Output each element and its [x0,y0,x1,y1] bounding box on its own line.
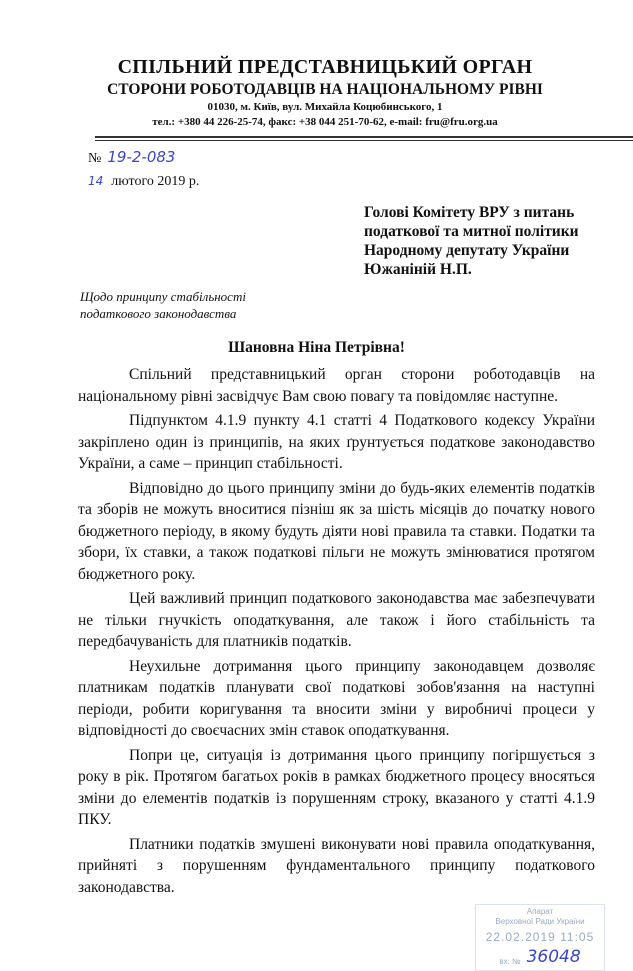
letter-body [78,364,595,971]
org-contacts: тел.: +380 44 226-25-74, факс: +38 044 251-70-62, e-mail: fru@fru.org.ua [152,116,498,128]
paragraph: Попри це, ситуація із дотримання цього принципу погіршується з року в рік. Протягом багатьох років в рамках бюджетного процесу вносяться зміни до елементів податків із порушенням строку, вказаного у статті 4.1.9 ПКУ. [78,746,595,828]
paragraph: Відповідно до цього принципу зміни до будь-яких елементів податків та зборів не можуть вноситися пізніш як за шість місяців до початку нового бюджетного періоду, в якому будуть діяти нові правила та ставки. Податки та збори, їх ставки, а також податкові пільги не можуть змінюватися протягом бюджетного року. [78,479,595,583]
paragraph: Платники податків змушені виконувати нові правила оподаткування, прийняті з порушенням фундаментального принципу податкового законодавства. [78,835,595,896]
paragraph: Цей важливий принцип податкового законодавства має забезпечувати не тільки гнучкість оподаткування, але також і його стабільність та передбачуваність для платників податків. [78,590,595,650]
handwritten-number: 19-2-083 [107,148,176,166]
registration-stamp [475,904,605,971]
org-subtitle: СТОРОНИ РОБОТОДАВЦІВ НА НАЦІОНАЛЬНОМУ РІВНІ [107,81,543,98]
stamp-line: Апарат [526,907,554,916]
stamp-datetime: 22.02.2019 11:05 [485,930,595,944]
header-divider-thin [95,140,633,141]
subject-line: Щодо принципу стабільності [80,289,246,304]
recipient-line: податкової та митної політики [364,223,579,240]
recipient-block [364,203,579,279]
outgoing-number [88,148,175,168]
stamp-in-row [476,947,604,967]
letter-date [88,172,199,191]
stamp-in-number: 36048 [526,947,581,967]
date-text: лютого 2019 р. [111,174,200,189]
recipient-line: Южаніній Н.П. [364,261,472,278]
org-title: СПІЛЬНИЙ ПРЕДСТАВНИЦЬКИЙ ОРГАН [117,56,533,78]
paragraph: Неухильне дотримання цього принципу законодавцем дозволяє платникам податків планувати свої податкові зобов'язання на наступні періоди, робити коригування та вносити зміни у виробничі процеси у відповідності до своєчасних змін ставок оподаткування. [78,657,595,739]
number-label: № [88,151,102,166]
recipient-line: Народному депутату України [364,242,570,259]
paragraph: Спільний представницький орган сторони роботодавців на національному рівні засвідчує Вам свою повагу та повідомляє наступне. [78,366,595,405]
subject-block [80,288,246,322]
header-divider [95,136,633,138]
stamp-line: Верховної Ради України [495,917,585,926]
org-address: 01030, м. Київ, вул. Михайла Коцюбинського, 1 [207,101,443,113]
handwritten-day: 14 [88,174,104,188]
paragraph: Підпунктом 4.1.9 пункту 4.1 статті 4 Податкового кодексу України закріплено один із принципів, на яких ґрунтується податкове законодавство України, а саме – принцип стабільності. [78,412,595,472]
recipient-line: Голові Комітету ВРУ з питань [364,204,575,221]
greeting: Шановна Ніна Петрівна! [228,339,405,356]
stamp-in-label: вх. № [499,957,521,966]
subject-line: податкового законодавства [80,306,237,321]
